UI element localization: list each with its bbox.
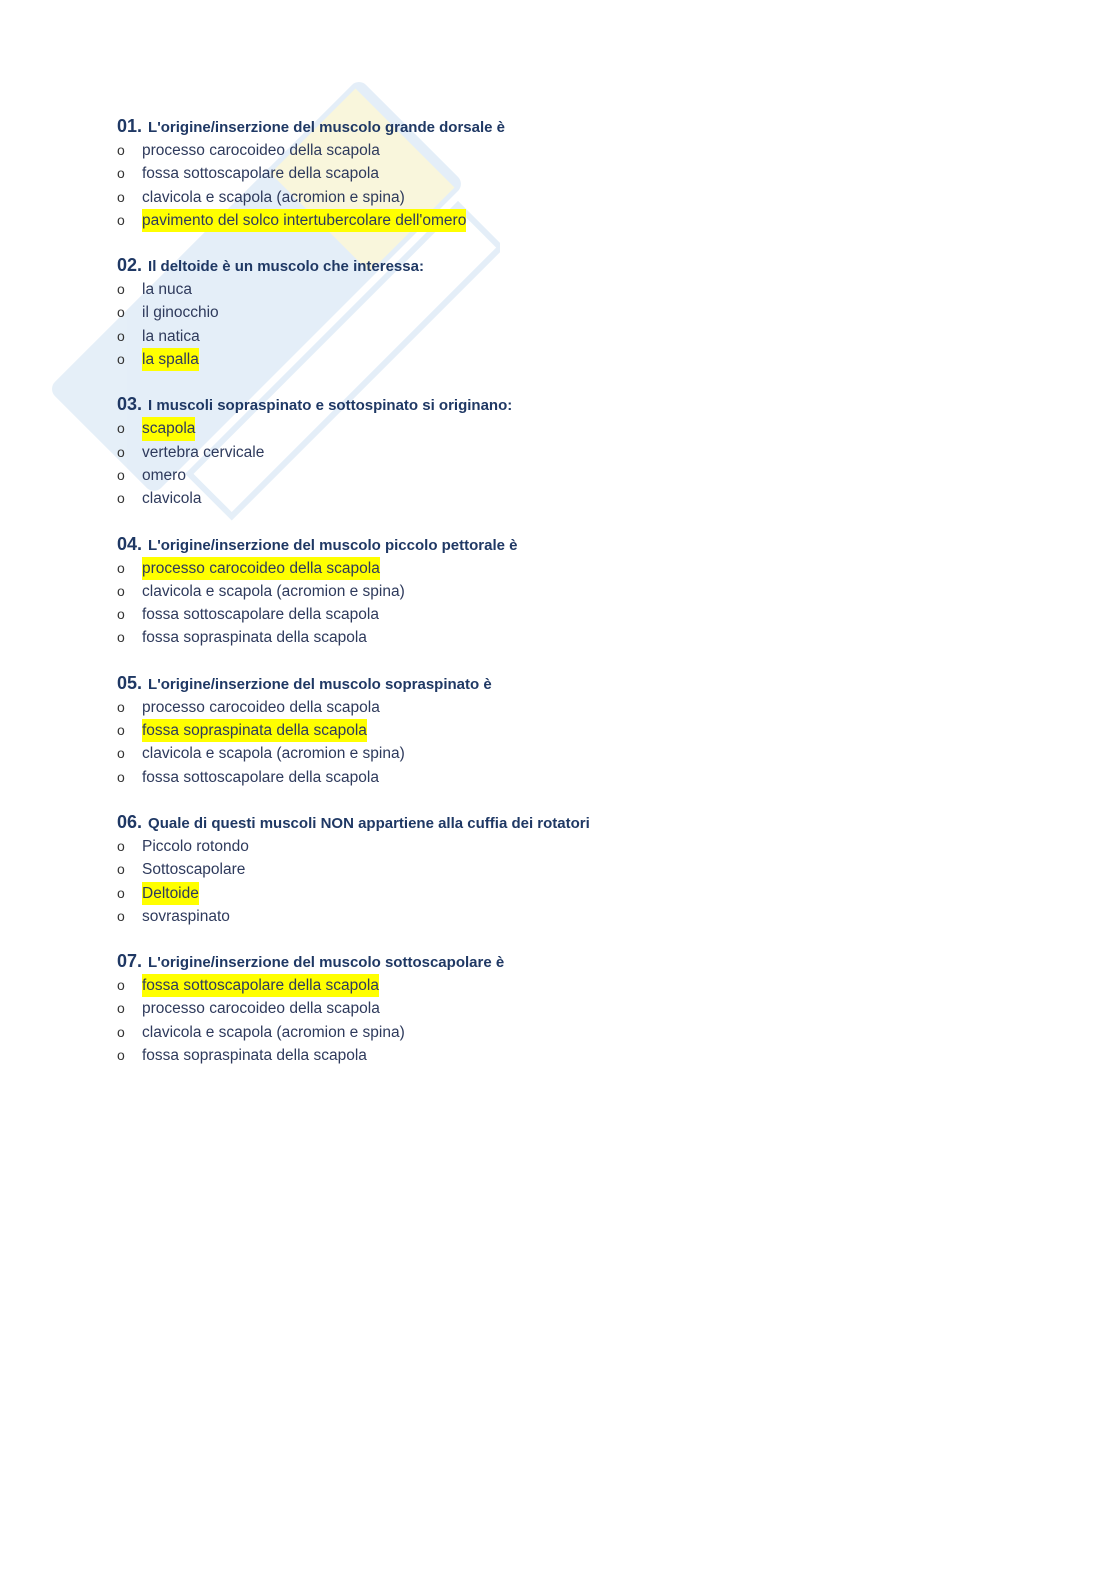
answer-option xyxy=(117,557,1017,580)
answer-text: vertebra cervicale xyxy=(142,443,265,461)
answer-option xyxy=(117,626,1017,649)
answer-option xyxy=(117,325,1017,348)
answer-option xyxy=(117,1021,1017,1044)
answer-option xyxy=(117,905,1017,928)
answer-text: processo carocoideo della scapola xyxy=(142,698,380,716)
answer-text: fossa sopraspinata della scapola xyxy=(142,629,367,647)
question-number: 01. xyxy=(117,116,143,136)
circle-bullet-icon: o xyxy=(117,142,125,158)
circle-bullet-icon: o xyxy=(117,211,125,228)
question-text: L'origine/inserzione del muscolo sopraspinato è xyxy=(148,675,492,693)
question-number: 05. xyxy=(117,672,143,693)
answer-text: la nuca xyxy=(142,281,192,299)
circle-bullet-icon: o xyxy=(117,582,125,599)
circle-bullet-icon: o xyxy=(117,281,125,298)
question-number: 03. xyxy=(117,394,143,415)
options-list xyxy=(117,557,1017,650)
answer-option xyxy=(117,301,1017,324)
question-text: Quale di questi muscoli NON appartiene alla cuffia dei rotatori xyxy=(148,814,590,832)
question-number: 04. xyxy=(117,533,143,554)
answer-text: processo carocoideo della scapola xyxy=(142,142,380,159)
answer-text: clavicola e scapola (acromion e spina) xyxy=(142,1023,405,1041)
circle-bullet-icon: o xyxy=(117,304,125,321)
question-heading xyxy=(117,949,1017,974)
answer-option xyxy=(117,882,1017,905)
question-text: L'origine/inserzione del muscolo grande dorsale è xyxy=(148,119,506,136)
answer-text: Sottoscapolare xyxy=(142,861,246,879)
answer-option xyxy=(117,603,1017,626)
answer-text: fossa sottoscapolare della scapola xyxy=(142,165,379,183)
question-block xyxy=(117,810,1017,928)
answer-text: il ginocchio xyxy=(142,304,219,322)
circle-bullet-icon: o xyxy=(117,1047,125,1064)
circle-bullet-icon: o xyxy=(117,490,125,507)
correct-answer-text: processo carocoideo della scapola xyxy=(142,557,380,580)
question-number: 02. xyxy=(117,255,143,276)
answer-text: fossa sopraspinata della scapola xyxy=(142,1047,367,1065)
answer-text: processo carocoideo della scapola xyxy=(142,1000,380,1018)
answer-text: clavicola e scapola (acromion e spina) xyxy=(142,188,405,206)
answer-text: clavicola xyxy=(142,490,202,508)
answer-option xyxy=(117,858,1017,881)
options-list xyxy=(117,696,1017,789)
circle-bullet-icon: o xyxy=(117,884,125,901)
question-number: 07. xyxy=(117,951,143,972)
answer-option xyxy=(117,719,1017,742)
circle-bullet-icon: o xyxy=(117,768,125,785)
correct-answer-text: la spalla xyxy=(142,348,199,371)
circle-bullet-icon: o xyxy=(117,1000,125,1017)
answer-option xyxy=(117,997,1017,1020)
circle-bullet-icon: o xyxy=(117,722,125,739)
options-list xyxy=(117,417,1017,510)
answer-text: omero xyxy=(142,466,186,484)
question-block xyxy=(117,392,1017,510)
answer-option xyxy=(117,1044,1017,1067)
question-heading xyxy=(117,532,1017,557)
circle-bullet-icon: o xyxy=(117,745,125,762)
answer-text: fossa sottoscapolare della scapola xyxy=(142,768,379,786)
answer-option xyxy=(117,186,1017,209)
question-heading xyxy=(117,253,1017,278)
answer-text: clavicola e scapola (acromion e spina) xyxy=(142,745,405,763)
circle-bullet-icon: o xyxy=(117,420,125,437)
circle-bullet-icon: o xyxy=(117,861,125,878)
answer-option xyxy=(117,348,1017,371)
circle-bullet-icon: o xyxy=(117,165,125,182)
options-list xyxy=(117,139,1017,232)
circle-bullet-icon: o xyxy=(117,1023,125,1040)
circle-bullet-icon: o xyxy=(117,907,125,924)
correct-answer-text: fossa sottoscapolare della scapola xyxy=(142,974,379,997)
answer-option xyxy=(117,209,1017,232)
correct-answer-text: fossa sopraspinata della scapola xyxy=(142,719,367,742)
answer-option xyxy=(117,417,1017,440)
correct-answer-text: Deltoide xyxy=(142,882,199,905)
circle-bullet-icon: o xyxy=(117,327,125,344)
answer-text: sovraspinato xyxy=(142,907,230,925)
question-text: L'origine/inserzione del muscolo sottoscapolare è xyxy=(148,954,505,972)
question-text: I muscoli sopraspinato e sottospinato si originano: xyxy=(148,397,513,415)
circle-bullet-icon: o xyxy=(117,606,125,623)
answer-option xyxy=(117,696,1017,719)
question-block xyxy=(117,532,1017,650)
answer-option xyxy=(117,742,1017,765)
circle-bullet-icon: o xyxy=(117,977,125,994)
answer-text: Piccolo rotondo xyxy=(142,837,249,855)
options-list xyxy=(117,974,1017,1067)
question-heading xyxy=(117,810,1017,835)
correct-answer-text: pavimento del solco intertubercolare dell'omero xyxy=(142,209,466,232)
answer-option xyxy=(117,580,1017,603)
question-number: 06. xyxy=(117,811,143,832)
answer-option xyxy=(117,835,1017,858)
circle-bullet-icon: o xyxy=(117,559,125,576)
question-heading xyxy=(117,114,1017,139)
question-block xyxy=(117,114,1017,232)
circle-bullet-icon: o xyxy=(117,698,125,715)
question-heading xyxy=(117,392,1017,417)
answer-option xyxy=(117,974,1017,997)
circle-bullet-icon: o xyxy=(117,351,125,368)
answer-option xyxy=(117,766,1017,789)
question-text: L'origine/inserzione del muscolo piccolo pettorale è xyxy=(148,536,518,554)
correct-answer-text: scapola xyxy=(142,417,195,440)
circle-bullet-icon: o xyxy=(117,443,125,460)
quiz-content xyxy=(117,114,1017,1088)
answer-option xyxy=(117,139,1017,162)
answer-option xyxy=(117,441,1017,464)
circle-bullet-icon: o xyxy=(117,466,125,483)
question-heading xyxy=(117,671,1017,696)
answer-option xyxy=(117,487,1017,510)
circle-bullet-icon: o xyxy=(117,837,125,854)
answer-text: fossa sottoscapolare della scapola xyxy=(142,606,379,624)
answer-option xyxy=(117,162,1017,185)
options-list xyxy=(117,835,1017,928)
options-list xyxy=(117,278,1017,371)
question-block xyxy=(117,253,1017,371)
answer-text: clavicola e scapola (acromion e spina) xyxy=(142,582,405,600)
question-block xyxy=(117,949,1017,1067)
question-text: Il deltoide è un muscolo che interessa: xyxy=(148,258,424,276)
circle-bullet-icon: o xyxy=(117,629,125,646)
answer-option xyxy=(117,278,1017,301)
circle-bullet-icon: o xyxy=(117,188,125,205)
answer-option xyxy=(117,464,1017,487)
question-block xyxy=(117,671,1017,789)
answer-text: la natica xyxy=(142,327,200,345)
